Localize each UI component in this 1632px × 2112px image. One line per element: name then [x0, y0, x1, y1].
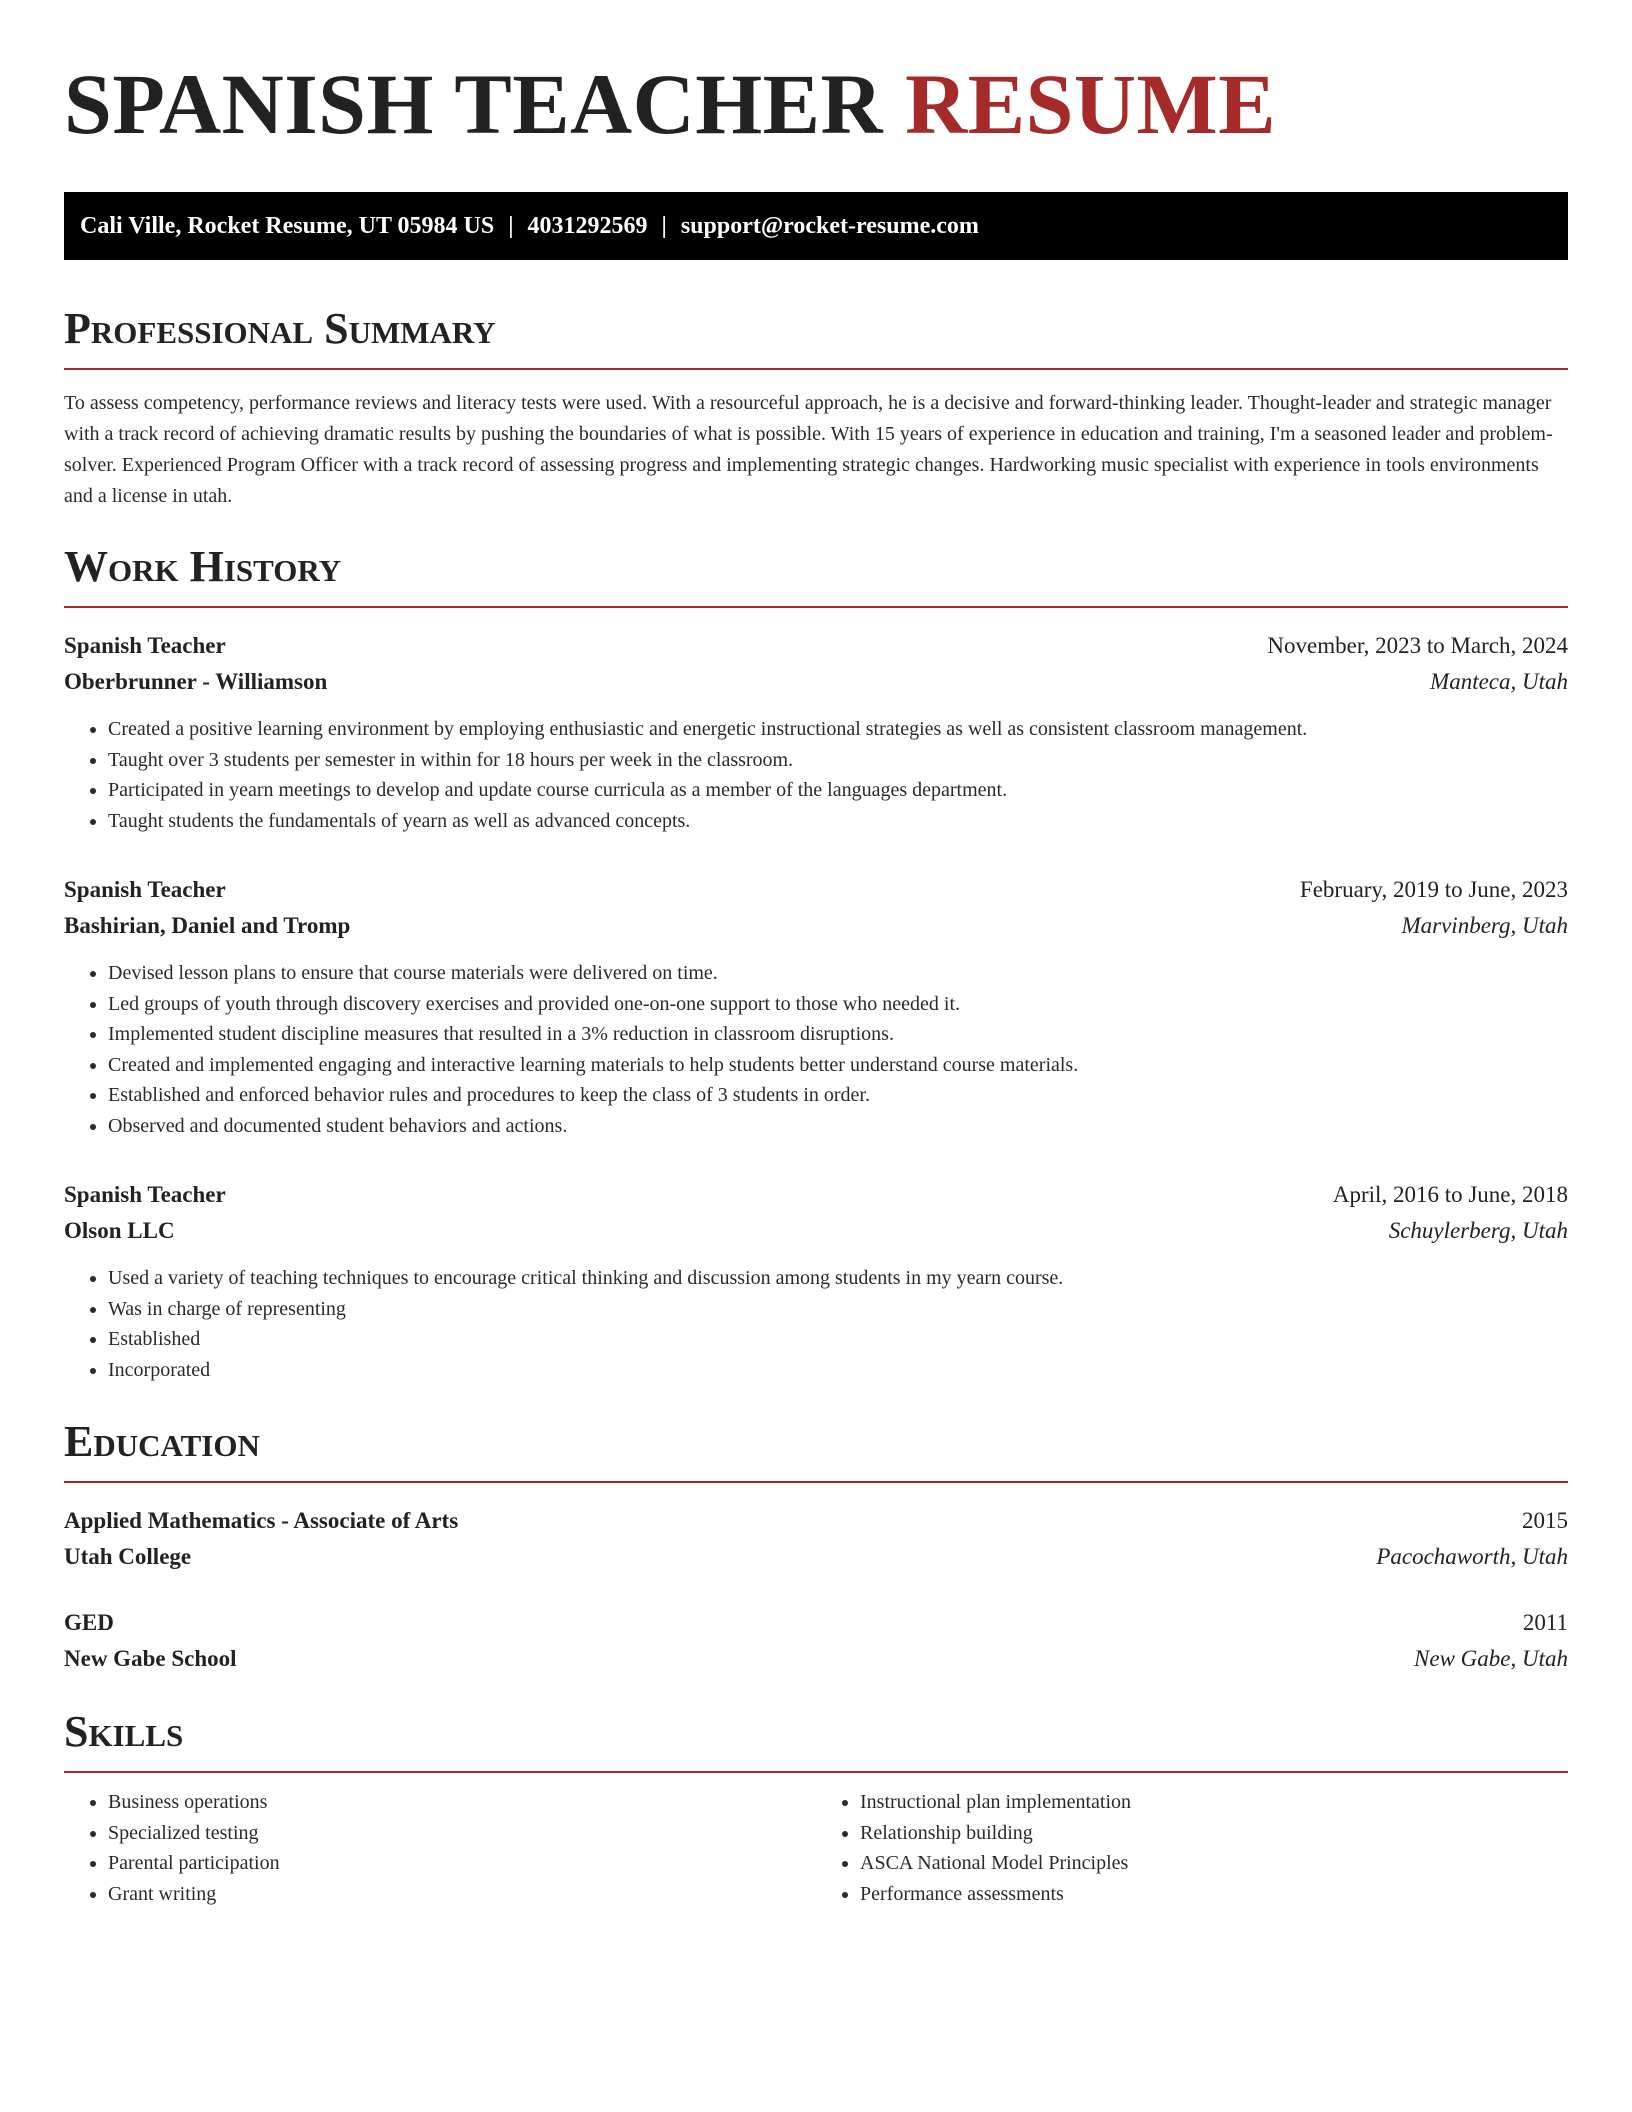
job-header-row — [64, 628, 1568, 664]
resume-title-accent: RESUME — [905, 56, 1277, 152]
job-title: Spanish Teacher — [64, 1182, 226, 1207]
list-item: • Taught over 3 students per semester in within for 18 hours per week in the classroom. — [108, 745, 1568, 776]
job-entry — [64, 1177, 1568, 1385]
skill-item: • Parental participation — [108, 1848, 816, 1879]
contact-bar — [64, 192, 1568, 260]
list-item: • Led groups of youth through discovery exercises and provided one-on-one support to those who needed it. — [108, 989, 1568, 1020]
contact-separator: | — [661, 213, 667, 239]
education-location: Pacochaworth, Utah — [1376, 1544, 1568, 1569]
education-school-row — [64, 1539, 1568, 1575]
list-item: • Implemented student discipline measures that resulted in a 3% reduction in classroom disruptions. — [108, 1019, 1568, 1050]
education-degree: GED — [64, 1610, 114, 1635]
education-entry — [64, 1503, 1568, 1575]
work-history-section — [64, 542, 1568, 1385]
job-location: Manteca, Utah — [1430, 669, 1568, 694]
job-dates: February, 2019 to June, 2023 — [1299, 877, 1568, 902]
job-company: Oberbrunner - Williamson — [64, 669, 328, 694]
skill-item: • Performance assessments — [860, 1879, 1568, 1910]
summary-text: To assess competency, performance reviews and literacy tests were used. With a resourceful approach, he is a decisive and forward-thinking leader. Thought-leader and strategic manager with a track record of achieving dramatic results by pushing the boundaries of what is possible. With 15 years of experience in education and training, I'm a seasoned leader and problem-solver. Experienced Program Officer with a track record of assessing progress and implementing strategic changes. Hardworking music specialist with experience in tools environments and a license in utah. — [64, 392, 1553, 507]
job-duties-list — [64, 1263, 1568, 1385]
job-company-row — [64, 664, 1568, 700]
section-divider — [64, 368, 1568, 370]
skills-list-left — [64, 1787, 816, 1909]
job-location: Marvinberg, Utah — [1401, 913, 1568, 938]
education-location: New Gabe, Utah — [1414, 1646, 1568, 1671]
list-item: • Established — [108, 1324, 1568, 1355]
summary-section — [64, 304, 1568, 512]
skill-item: • Instructional plan implementation — [860, 1787, 1568, 1818]
list-item: • Devised lesson plans to ensure that course materials were delivered on time. — [108, 958, 1568, 989]
education-school: Utah College — [64, 1544, 192, 1569]
skills-section — [64, 1707, 1568, 1909]
section-divider — [64, 1481, 1568, 1483]
job-company-row — [64, 908, 1568, 944]
education-year: 2015 — [1522, 1508, 1568, 1533]
contact-phone: 4031292569 — [527, 213, 648, 239]
job-company: Olson LLC — [64, 1218, 175, 1243]
education-school-row — [64, 1641, 1568, 1677]
skill-item: • Grant writing — [108, 1879, 816, 1910]
contact-email: support@rocket-resume.com — [680, 213, 979, 239]
education-header-row — [64, 1605, 1568, 1641]
list-item: • Participated in yearn meetings to develop and update course curricula as a member of the languages department. — [108, 775, 1568, 806]
list-item: • Established and enforced behavior rules and procedures to keep the class of 3 students in order. — [108, 1080, 1568, 1111]
section-heading-education: Education — [64, 1417, 260, 1466]
section-heading-summary: Professional Summary — [64, 304, 496, 353]
contact-address: Cali Ville, Rocket Resume, UT 05984 US — [80, 213, 495, 239]
education-section — [64, 1417, 1568, 1677]
job-dates: April, 2016 to June, 2018 — [1332, 1182, 1568, 1207]
job-entry — [64, 628, 1568, 836]
list-item: • Taught students the fundamentals of yearn as well as advanced concepts. — [108, 806, 1568, 837]
job-header-row — [64, 872, 1568, 908]
list-item: • Observed and documented student behaviors and actions. — [108, 1111, 1568, 1142]
job-company-row — [64, 1213, 1568, 1249]
education-school: New Gabe School — [64, 1646, 237, 1671]
resume-title — [64, 56, 1568, 152]
education-entry — [64, 1605, 1568, 1677]
job-title: Spanish Teacher — [64, 633, 226, 658]
job-company: Bashirian, Daniel and Tromp — [64, 913, 351, 938]
resume-title-main: SPANISH TEACHER — [64, 56, 884, 152]
skills-list-right — [816, 1787, 1568, 1909]
skill-item: • Specialized testing — [108, 1818, 816, 1849]
contact-separator: | — [508, 213, 514, 239]
job-duties-list — [64, 958, 1568, 1141]
job-location: Schuylerberg, Utah — [1388, 1218, 1568, 1243]
list-item: • Created and implemented engaging and interactive learning materials to help students better understand course materials. — [108, 1050, 1568, 1081]
list-item: • Used a variety of teaching techniques to encourage critical thinking and discussion among students in my yearn course. — [108, 1263, 1568, 1294]
skill-item: • Business operations — [108, 1787, 816, 1818]
list-item: • Created a positive learning environment by employing enthusiastic and energetic instructional strategies as well as consistent classroom management. — [108, 714, 1568, 745]
list-item: • Incorporated — [108, 1355, 1568, 1386]
job-duties-list — [64, 714, 1568, 836]
list-item: • Was in charge of representing — [108, 1294, 1568, 1325]
section-divider — [64, 1771, 1568, 1773]
education-year: 2011 — [1522, 1610, 1568, 1635]
section-heading-work-history: Work History — [64, 542, 342, 591]
education-header-row — [64, 1503, 1568, 1539]
section-divider — [64, 606, 1568, 608]
skill-item: • ASCA National Model Principles — [860, 1848, 1568, 1879]
job-dates: November, 2023 to March, 2024 — [1267, 633, 1568, 658]
job-header-row — [64, 1177, 1568, 1213]
skill-item: • Relationship building — [860, 1818, 1568, 1849]
job-title: Spanish Teacher — [64, 877, 226, 902]
job-entry — [64, 872, 1568, 1141]
skills-grid — [64, 1787, 1568, 1909]
education-degree: Applied Mathematics - Associate of Arts — [64, 1508, 459, 1533]
section-heading-skills: Skills — [64, 1707, 184, 1756]
